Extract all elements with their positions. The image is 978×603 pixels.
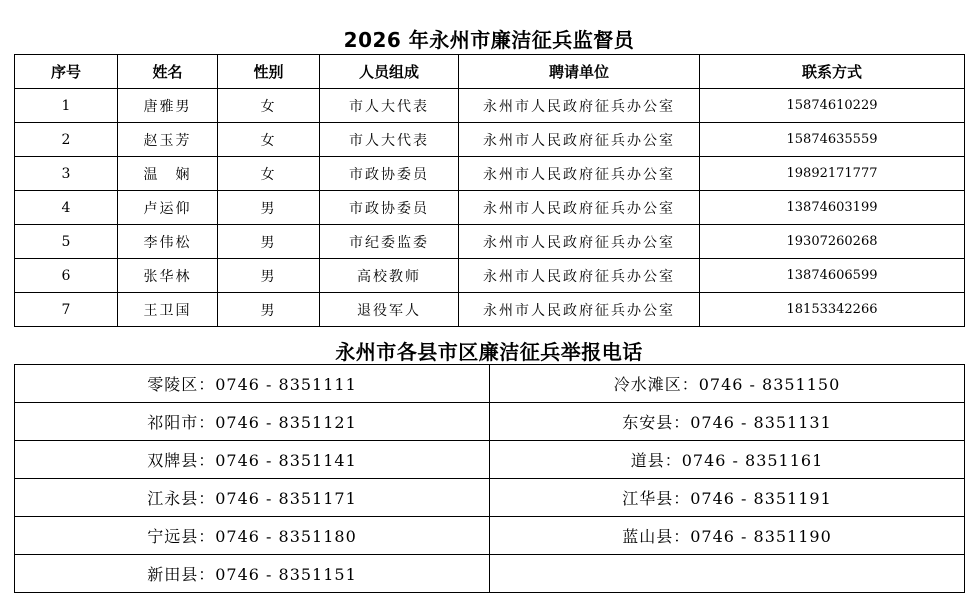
hotline-cell: 蓝山县：0746 - 8351190	[490, 517, 965, 555]
cell-phone: 13874606599	[700, 259, 965, 293]
cell-name: 温 娴	[118, 157, 218, 191]
hotline-cell: 祁阳市：0746 - 8351121	[15, 403, 490, 441]
cell-no: 6	[15, 259, 118, 293]
hotline-title: 永州市各县市区廉洁征兵举报电话	[335, 340, 643, 364]
cell-phone: 13874603199	[700, 191, 965, 225]
cell-name: 李伟松	[118, 225, 218, 259]
header-phone: 联系方式	[700, 55, 965, 89]
cell-gender: 女	[218, 157, 320, 191]
hotline-cell: 江华县：0746 - 8351191	[490, 479, 965, 517]
cell-role: 市政协委员	[320, 157, 459, 191]
supervisor-table	[14, 54, 965, 327]
cell-phone: 18153342266	[700, 293, 965, 327]
cell-no: 7	[15, 293, 118, 327]
cell-gender: 男	[218, 191, 320, 225]
hotline-row	[15, 555, 965, 593]
table-header-row	[15, 55, 965, 89]
cell-role: 市纪委监委	[320, 225, 459, 259]
hotline-row	[15, 365, 965, 403]
hotline-cell: 东安县：0746 - 8351131	[490, 403, 965, 441]
table-row	[15, 225, 965, 259]
table-row	[15, 293, 965, 327]
cell-unit: 永州市人民政府征兵办公室	[459, 293, 700, 327]
cell-role: 市人大代表	[320, 123, 459, 157]
cell-name: 卢运仰	[118, 191, 218, 225]
cell-phone: 19892171777	[700, 157, 965, 191]
header-gender: 性别	[218, 55, 320, 89]
hotline-cell: 江永县：0746 - 8351171	[15, 479, 490, 517]
cell-name: 唐雅男	[118, 89, 218, 123]
header-unit: 聘请单位	[459, 55, 700, 89]
table-row	[15, 89, 965, 123]
cell-phone: 15874610229	[700, 89, 965, 123]
cell-no: 5	[15, 225, 118, 259]
hotline-cell: 双牌县：0746 - 8351141	[15, 441, 490, 479]
cell-name: 赵玉芳	[118, 123, 218, 157]
cell-gender: 男	[218, 259, 320, 293]
hotline-row	[15, 441, 965, 479]
hotline-cell: 新田县：0746 - 8351151	[15, 555, 490, 593]
cell-unit: 永州市人民政府征兵办公室	[459, 259, 700, 293]
header-name: 姓名	[118, 55, 218, 89]
cell-role: 市政协委员	[320, 191, 459, 225]
page-title: 2026 年永州市廉洁征兵监督员	[343, 28, 635, 52]
cell-gender: 男	[218, 225, 320, 259]
cell-gender: 男	[218, 293, 320, 327]
table-row	[15, 191, 965, 225]
cell-role: 退役军人	[320, 293, 459, 327]
cell-phone: 19307260268	[700, 225, 965, 259]
cell-no: 2	[15, 123, 118, 157]
table-row	[15, 157, 965, 191]
cell-unit: 永州市人民政府征兵办公室	[459, 191, 700, 225]
cell-no: 3	[15, 157, 118, 191]
cell-unit: 永州市人民政府征兵办公室	[459, 123, 700, 157]
cell-role: 高校教师	[320, 259, 459, 293]
cell-gender: 女	[218, 123, 320, 157]
cell-no: 4	[15, 191, 118, 225]
hotline-row	[15, 479, 965, 517]
hotline-table	[14, 364, 965, 593]
hotline-cell: 宁远县：0746 - 8351180	[15, 517, 490, 555]
cell-name: 张华林	[118, 259, 218, 293]
cell-role: 市人大代表	[320, 89, 459, 123]
hotline-cell: 零陵区：0746 - 8351111	[15, 365, 490, 403]
cell-unit: 永州市人民政府征兵办公室	[459, 157, 700, 191]
table-row	[15, 123, 965, 157]
header-role: 人员组成	[320, 55, 459, 89]
table-row	[15, 259, 965, 293]
cell-gender: 女	[218, 89, 320, 123]
header-no: 序号	[15, 55, 118, 89]
cell-no: 1	[15, 89, 118, 123]
hotline-row	[15, 517, 965, 555]
hotline-cell: 道县：0746 - 8351161	[490, 441, 965, 479]
cell-name: 王卫国	[118, 293, 218, 327]
hotline-cell: 冷水滩区：0746 - 8351150	[490, 365, 965, 403]
cell-phone: 15874635559	[700, 123, 965, 157]
cell-unit: 永州市人民政府征兵办公室	[459, 225, 700, 259]
hotline-cell	[490, 555, 965, 593]
cell-unit: 永州市人民政府征兵办公室	[459, 89, 700, 123]
hotline-row	[15, 403, 965, 441]
